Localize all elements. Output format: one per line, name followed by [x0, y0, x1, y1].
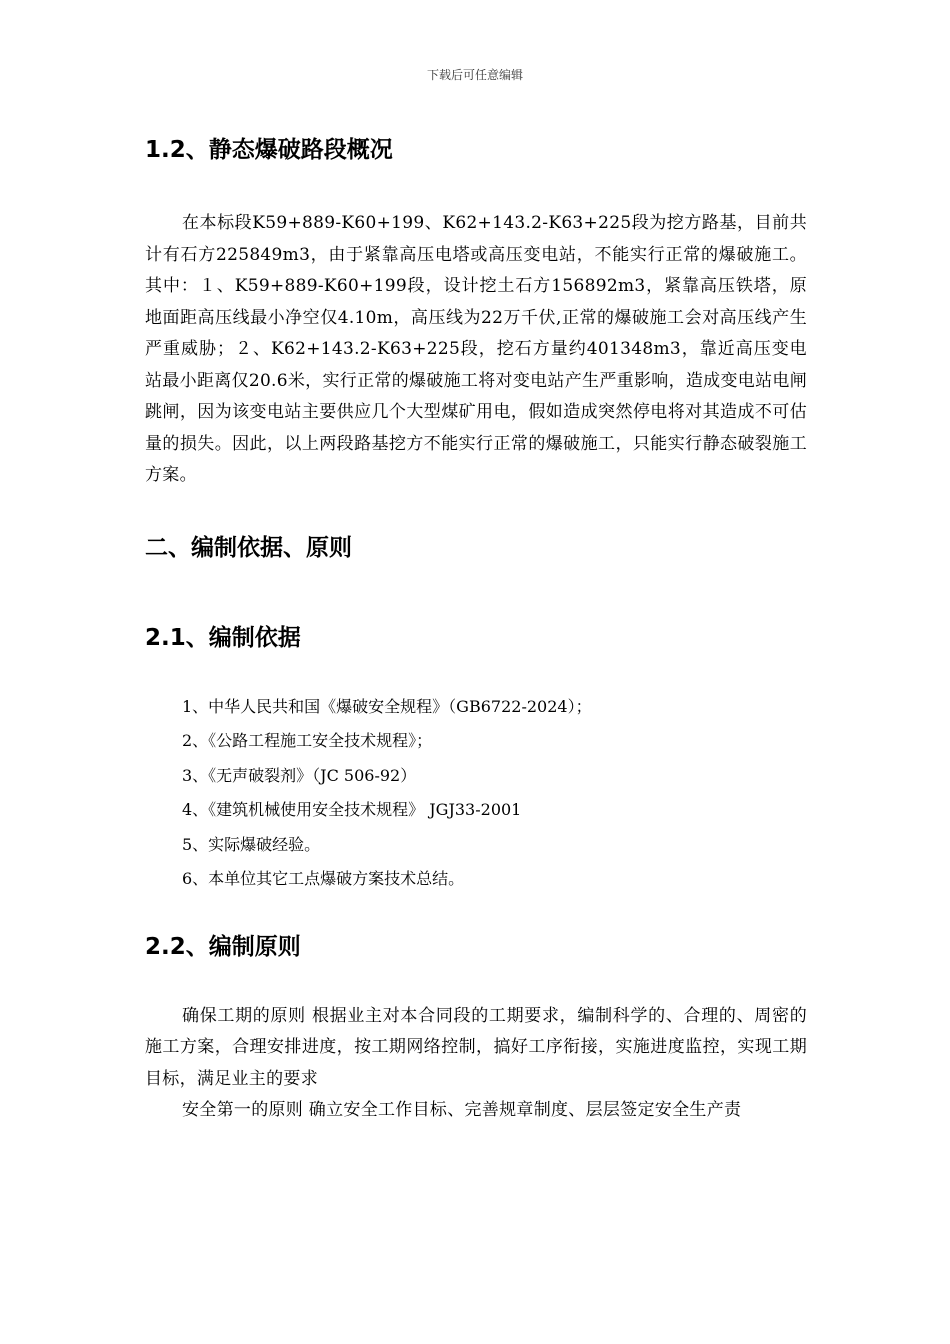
list-item: 6、本单位其它工点爆破方案技术总结。 [182, 869, 465, 888]
list-item: 1、中华人民共和国《爆破安全规程》（GB6722-2024）； [182, 696, 592, 716]
list-item: 3、《无声破裂剂》（JC 506-92） [182, 765, 417, 785]
principle-paragraph: 确保工期的原则 根据业主对本合同段的工期要求，编制科学的、合理的、周密的施工方案，合理安排进度，按工期网络控制，搞好工序衔接，实施进度监控，实现工期目标，满足业主的要求 [145, 1005, 807, 1089]
basis-list [145, 690, 807, 897]
list-item: 4、《建筑机械使用安全技术规程》 JGJ33-2001 [182, 800, 522, 819]
list-item: 2、《公路工程施工安全技术规程》； [182, 731, 433, 750]
header-note: 下载后可任意编辑 [426, 68, 523, 82]
list-item: 5、实际爆破经验。 [182, 834, 321, 854]
section-2-2-title: 2.2、编制原则 [145, 933, 301, 960]
section-2-title: 二、编制依据、原则 [145, 534, 352, 561]
section-2-1-title: 2.1、编制依据 [145, 624, 301, 651]
section-1-2-title: 1.2、静态爆破路段概况 [145, 137, 393, 163]
principle-paragraph: 安全第一的原则 确立安全工作目标、完善规章制度、层层签定安全生产责 [182, 1100, 742, 1120]
document-content [145, 130, 807, 1127]
section-1-2-paragraph: 在本标段K59+889-K60+199、K62+143.2-K63+225段为挖方路基，目前共计有石方225849m3，由于紧靠高压电塔或高压变电站，不能实行正常的爆破施工。其中：１、K59+889-K60+199段，设计挖土石方156892m3，紧靠高压铁塔，原地面距高压线最小净空仅4.10m，高压线为22万千伏,正常的爆破施工会对高压线产生严重威胁；２、K62+143.2-K63+225段，挖石方量约401348m3，靠近高压变电站最小距离仅20.6米，实行正常的爆破施工将对变电站产生严重影响，造成变电站电闸跳闸，因为该变电站主要供应几个大型煤矿用电，假如造成突然停电将对其造成不可估量的损失。因此，以上两段路基挖方不能实行正常的爆破施工，只能实行静态破裂施工方案。 [145, 213, 807, 485]
